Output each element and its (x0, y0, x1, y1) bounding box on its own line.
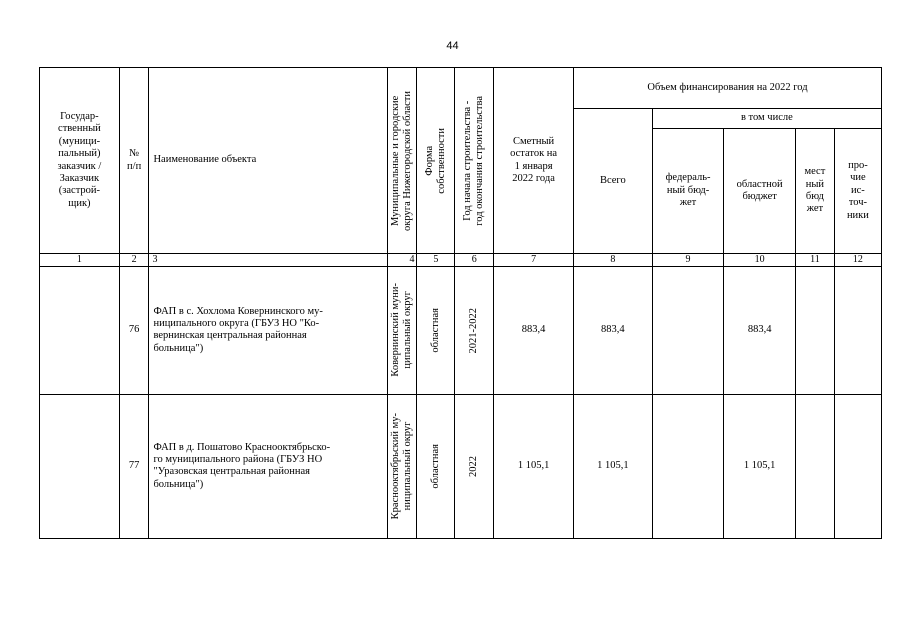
header-years: Год начала строительства - год окончания строительства (462, 95, 486, 226)
column-number: 12 (834, 254, 881, 267)
row-ownership: областная (429, 308, 441, 353)
header-years-cell (455, 68, 494, 254)
row-federal (652, 266, 724, 394)
row-ownership-cell (417, 394, 455, 538)
row-other (834, 266, 881, 394)
column-number: 6 (455, 254, 494, 267)
column-number: 7 (494, 254, 574, 267)
table-row (40, 394, 882, 538)
row-balance: 1 105,1 (494, 394, 574, 538)
row-regional: 1 105,1 (724, 394, 796, 538)
column-number: 8 (573, 254, 652, 267)
column-number: 11 (795, 254, 834, 267)
header-balance: Сметный остаток на 1 января 2022 года (494, 68, 574, 254)
header-ownership-cell (417, 68, 455, 254)
header-municipality: Муниципальные и городские округа Нижегородской области (390, 90, 414, 231)
header-object-name: Наименование объекта (149, 68, 387, 254)
header-local: мест ный бюд жет (795, 129, 834, 254)
row-total: 883,4 (573, 266, 652, 394)
header-including: в том числе (652, 109, 881, 129)
header-other: про- чие ис- точ- ники (834, 129, 881, 254)
row-num: 76 (119, 266, 149, 394)
financing-table (39, 67, 882, 539)
row-municipality: Краснооктябрьский му- ниципальный округ (390, 413, 414, 520)
row-local (795, 266, 834, 394)
column-number: 2 (119, 254, 149, 267)
header-financing: Объем финансирования на 2022 год (573, 68, 881, 109)
row-object-name: ФАП в д. Пошатово Краснооктябрьско- го муниципального района (ГБУЗ НО "Уразовская центральная районная больница") (149, 394, 387, 538)
column-number-row (40, 254, 882, 267)
row-federal (652, 394, 724, 538)
row-municipality: Ковернинский муни- ципальный округ (390, 283, 414, 378)
header-num: № п/п (119, 68, 149, 254)
row-years: 2021-2022 (468, 307, 480, 354)
row-regional: 883,4 (724, 266, 796, 394)
column-number: 1 (40, 254, 120, 267)
column-number: 9 (652, 254, 724, 267)
column-number: 3 (149, 254, 387, 267)
header-municipality-cell (387, 68, 417, 254)
row-customer (40, 266, 120, 394)
row-municipality-cell (387, 394, 417, 538)
row-municipality-cell (387, 266, 417, 394)
column-number: 5 (417, 254, 455, 267)
row-customer (40, 394, 120, 538)
header-regional: областной бюджет (724, 129, 796, 254)
table-row (40, 266, 882, 394)
row-other (834, 394, 881, 538)
row-num: 77 (119, 394, 149, 538)
column-number: 10 (724, 254, 796, 267)
header-ownership: Форма собственности (423, 127, 447, 194)
row-ownership: областная (429, 444, 441, 489)
header-federal: федераль- ный бюд- жет (652, 129, 724, 254)
row-years-cell (455, 266, 494, 394)
row-years: 2022 (468, 455, 480, 477)
page-number: 44 (446, 40, 459, 52)
row-local (795, 394, 834, 538)
header-customer: Государ- ственный (муници- пальный) заказчик / Заказчик (застрой- щик) (40, 68, 120, 254)
header-total: Всего (573, 109, 652, 254)
row-total: 1 105,1 (573, 394, 652, 538)
row-balance: 883,4 (494, 266, 574, 394)
row-ownership-cell (417, 266, 455, 394)
column-number: 4 (387, 254, 417, 267)
row-years-cell (455, 394, 494, 538)
row-object-name: ФАП в с. Хохлома Ковернинского му- ниципального округа (ГБУЗ НО "Ко- вернинская центральная районная больница") (149, 266, 387, 394)
